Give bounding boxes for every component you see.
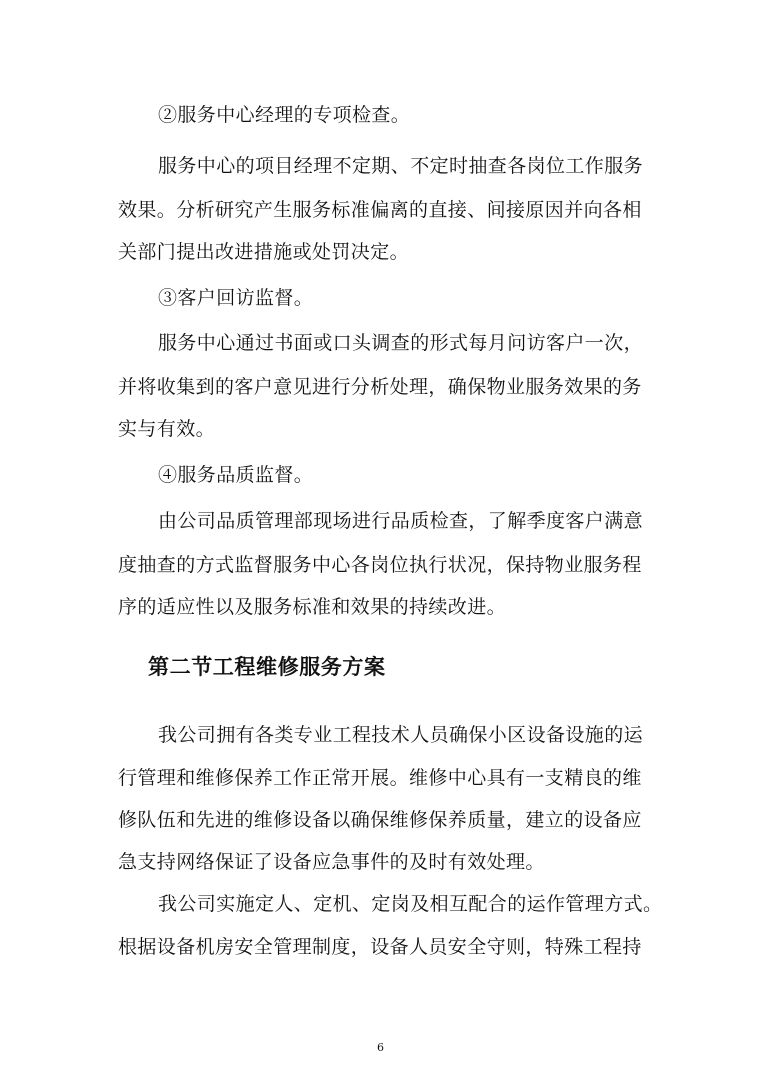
paragraph-line: 服务中心通过书面或口头调查的形式每月问访客户一次， <box>158 332 644 354</box>
paragraph-line: 急支持网络保证了设备应急事件的及时有效处理。 <box>118 851 545 873</box>
paragraph-line: 并将收集到的客户意见进行分析处理，确保物业服务效果的务 <box>118 376 642 398</box>
paragraph-line: 序的适应性以及服务标准和效果的持续改进。 <box>118 596 507 618</box>
paragraph-line: 修队伍和先进的维修设备以确保维修保养质量，建立的设备应 <box>118 809 642 831</box>
paragraph-line: 关部门提出改进措施或处罚决定。 <box>118 241 410 263</box>
paragraph-line: 服务中心的项目经理不定期、不定时抽查各岗位工作服务 <box>158 155 644 177</box>
paragraph-line: 由公司品质管理部现场进行品质检查，了解季度客户满意 <box>158 510 644 532</box>
paragraph-line: 我公司拥有各类专业工程技术人员确保小区设备设施的运 <box>158 724 644 746</box>
list-item-quality-supervision: ④服务品质监督。 <box>158 464 314 486</box>
page-number: 6 <box>377 1041 384 1054</box>
paragraph-line: 度抽查的方式监督服务中心各岗位执行状况，保持物业服务程 <box>118 554 642 576</box>
list-item-manager-inspection: ②服务中心经理的专项检查。 <box>158 104 411 126</box>
list-item-customer-visit: ③客户回访监督。 <box>158 287 314 309</box>
paragraph-line: 我公司实施定人、定机、定岗及相互配合的运作管理方式。 <box>158 893 663 915</box>
paragraph-line: 行管理和维修保养工作正常开展。维修中心具有一支精良的维 <box>118 767 642 789</box>
section-heading: 第二节工程维修服务方案 <box>148 655 386 679</box>
paragraph-line: 实与有效。 <box>118 418 216 440</box>
paragraph-line: 效果。分析研究产生服务标准偏离的直接、间接原因并向各相 <box>118 199 642 221</box>
paragraph-line: 根据设备机房安全管理制度，设备人员安全守则，特殊工程持 <box>118 936 642 958</box>
